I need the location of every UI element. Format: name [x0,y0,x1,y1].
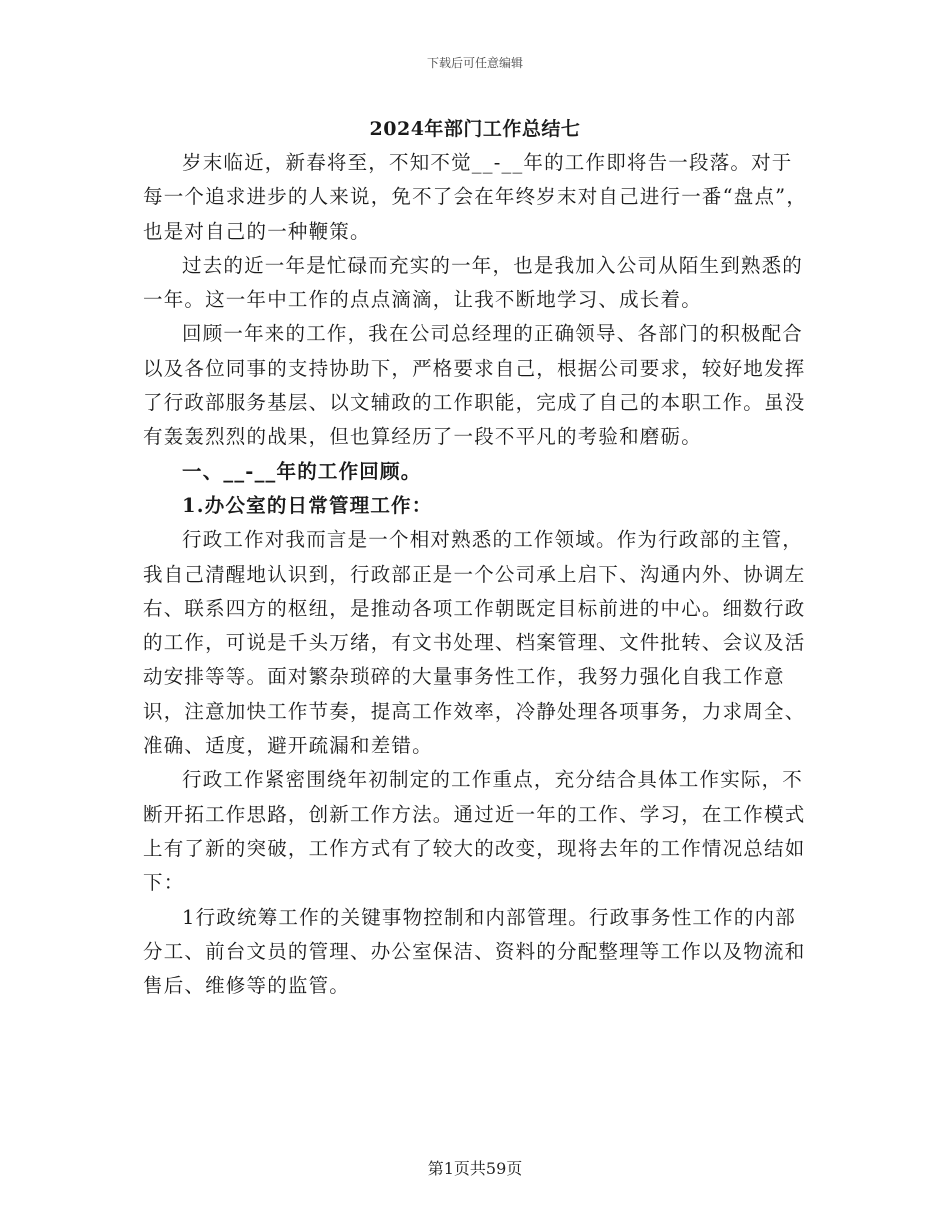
document-body [143,146,813,1003]
page-footer: 第1页共59页 [427,1159,523,1178]
subsection-heading: 1.办公室的日常管理工作： [182,493,433,517]
paragraph-review: 回顾一年来的工作，我在公司总经理的正确领导、各部门的积极配合以及各位同事的支持协助下，严格要求自己，根据公司要求，较好地发挥了行政部服务基层、以文辅政的工作职能，完成了自己的本职工作。虽没有轰轰烈烈的战果，但也算经历了一段不平凡的考验和磨砺。 [143,322,806,449]
paragraph-intro: 岁末临近，新春将至，不知不觉__-__年的工作即将告一段落。对于每一个追求进步的人来说，免不了会在年终岁末对自己进行一番“盘点”，也是对自己的一种鞭策。 [143,151,808,243]
paragraph-work-focus: 行政工作紧密围绕年初制定的工作重点，充分结合具体工作实际，不断开拓工作思路，创新工作方法。通过近一年的工作、学习，在工作模式上有了新的突破，工作方式有了较大的改变，现将去年的工作情况总结如下： [143,768,806,895]
paragraph-item-1: 1行政统筹工作的关键事物控制和内部管理。行政事务性工作的内部分工、前台文员的管理、办公室保洁、资料的分配整理等工作以及物流和售后、维修等的监管。 [143,905,806,998]
paragraph-past-year: 过去的近一年是忙碌而充实的一年，也是我加入公司从陌生到熟悉的一年。这一年中工作的点点滴滴，让我不断地学习、成长着。 [143,253,804,312]
page-title: 2024年部门工作总结七 [369,118,581,140]
paragraph-admin-work: 行政工作对我而言是一个相对熟悉的工作领域。作为行政部的主管，我自己清醒地认识到，行政部正是一个公司承上启下、沟通内外、协调左右、联系四方的枢纽，是推动各项工作朝既定目标前进的中心。细数行政的工作，可说是千头万绪，有文书处理、档案管理、文件批转、会议及活动安排等等。面对繁杂琐碎的大量事务性工作，我努力强化自我工作意识，注意加快工作节奏，提高工作效率，冷静处理各项事务，力求周全、准确、适度，避开疏漏和差错。 [143,528,806,758]
header-note: 下载后可任意编辑 [426,56,523,70]
section-heading: 一、__-__年的工作回顾。 [182,459,422,483]
